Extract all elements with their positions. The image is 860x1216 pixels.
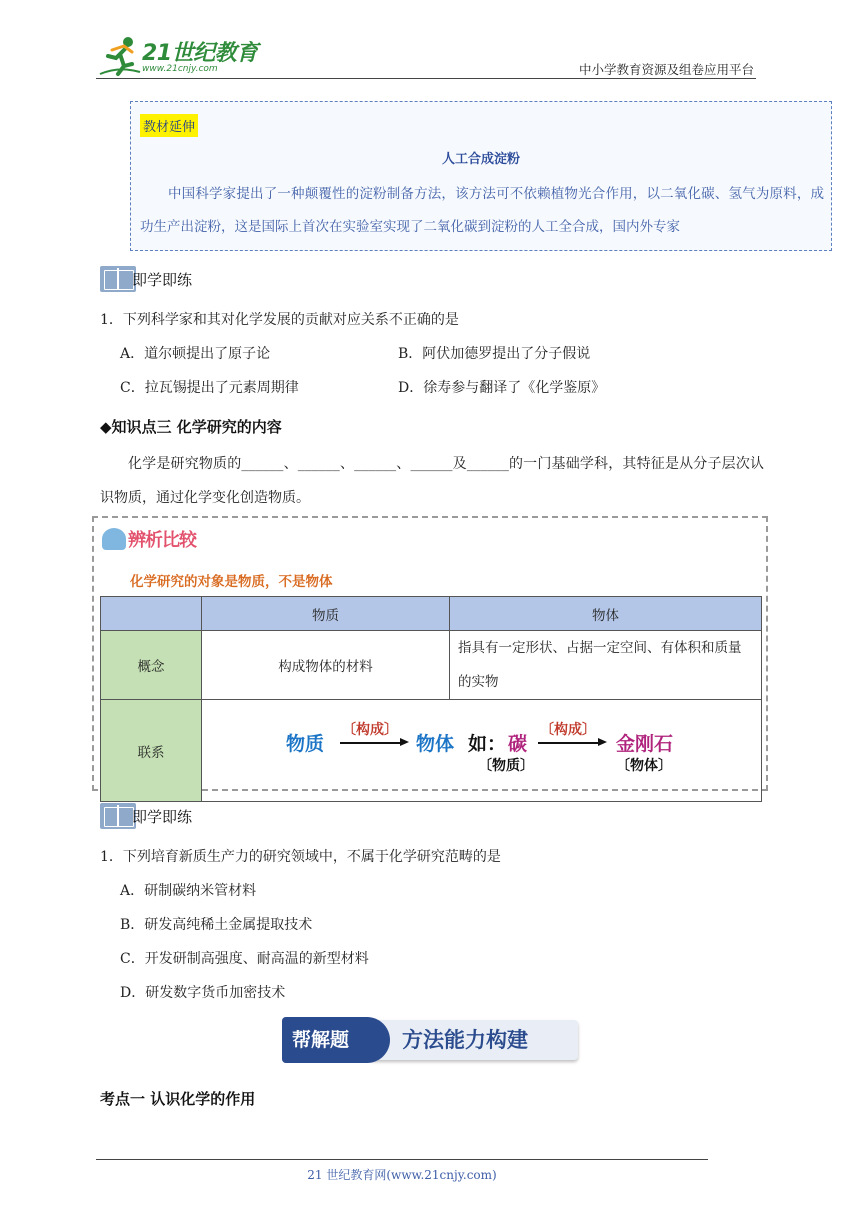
platform-name: 中小学教育资源及组卷应用平台 (578, 62, 754, 77)
compare-banner-text: 辨析比较 (128, 530, 196, 551)
diagram-carbon: 碳 (508, 733, 528, 755)
option-b: B．研发高纯稀土金属提取技术 (120, 917, 313, 933)
diagram-object: 物体 (416, 733, 455, 755)
table-row (101, 631, 762, 700)
diagram-diamond: 金刚石 (616, 733, 674, 755)
diagram-substance: 物质 (286, 733, 325, 755)
footer-text: 21 世纪教育网(www.21cnjy.com) (307, 1168, 497, 1182)
table-header-row (101, 597, 762, 631)
extension-title: 人工合成淀粉 (441, 152, 520, 167)
table-header-substance: 物质 (202, 597, 450, 631)
practice-heading-1 (100, 266, 220, 292)
help-banner-right: 方法能力构建 (372, 1020, 578, 1060)
option-c: C．开发研制高强度、耐高温的新型材料 (120, 951, 369, 967)
option-a: A．道尔顿提出了原子论 (120, 346, 271, 362)
question-2: 1．下列培育新质生产力的研究领域中，不属于化学研究范畴的是 (100, 849, 501, 865)
logo-url: www.21cnjy.com (142, 64, 218, 74)
arrow-head-icon (400, 738, 409, 746)
option-d: D．徐寿参与翻译了《化学鉴原》 (398, 380, 606, 396)
arrow-line (340, 742, 402, 744)
diagram-diamond-note: 〔物体〕 (616, 758, 672, 774)
arrow-line-2 (538, 742, 600, 744)
cell-substance-concept: 构成物体的材料 (202, 631, 450, 700)
option-b: B．阿伏加德罗提出了分子假说 (398, 346, 591, 362)
table-header-corner (101, 597, 202, 631)
compare-banner (100, 524, 230, 554)
book-icon (100, 266, 136, 292)
table-header-object: 物体 (450, 597, 762, 631)
footer-divider (96, 1159, 708, 1160)
knowledge-point-heading: ◆知识点三 化学研究的内容 (100, 418, 282, 436)
row-label-concept: 概念 (101, 631, 202, 700)
option-d: D．研发数字货币加密技术 (120, 985, 286, 1001)
practice-heading-2 (100, 803, 220, 829)
relation-diagram (282, 713, 682, 777)
extension-tag: 教材延伸 (140, 114, 198, 137)
runner-logo-icon (98, 34, 142, 78)
header-divider (96, 78, 756, 79)
cell-object-concept (450, 631, 762, 700)
option-c: C．拉瓦锡提出了元素周期律 (120, 380, 299, 396)
diagram-compose-label-2: 〔构成〕 (540, 722, 596, 738)
arrow-head-icon-2 (598, 738, 607, 746)
diagram-compose-label: 〔构成〕 (342, 722, 398, 738)
object-concept-text: 指具有一定形状、占据一定空间、有体积和质量的实物 (458, 640, 742, 690)
question-1: 1．下列科学家和其对化学发展的贡献对应关系不正确的是 (100, 312, 459, 328)
option-a: A．研制碳纳米管材料 (120, 883, 257, 899)
logo-text: 21世纪教育 (142, 41, 258, 66)
book-icon (100, 803, 136, 829)
compare-subtitle: 化学研究的对象是物质，不是物体 (130, 574, 333, 590)
exam-point-heading: 考点一 认识化学的作用 (100, 1090, 256, 1108)
extension-body: 中国科学家提出了一种颠覆性的淀粉制备方法，该方法可不依赖植物光合作用，以二氧化碳、氢气为原料，成功生产出淀粉，这是国际上首次在实验室实现了二氧化碳到淀粉的人工全合成，国内外专家 (140, 186, 824, 235)
row-label-relation: 联系 (101, 700, 202, 802)
students-illustration-icon (102, 528, 126, 550)
practice-heading-label: 即学即练 (132, 808, 193, 826)
diagram-example: 如： (468, 733, 507, 755)
help-banner-left: 帮解题 (282, 1017, 390, 1063)
knowledge-paragraph: 化学是研究物质的______、______、______、______及______的一门基础学科，其特征是从分子层次认识物质，通过化学变化创造物质。 (100, 456, 764, 506)
help-banner (282, 1017, 578, 1063)
diagram-carbon-note: 〔物质〕 (478, 758, 534, 774)
practice-heading-label: 即学即练 (132, 271, 193, 289)
site-logo (98, 34, 258, 78)
